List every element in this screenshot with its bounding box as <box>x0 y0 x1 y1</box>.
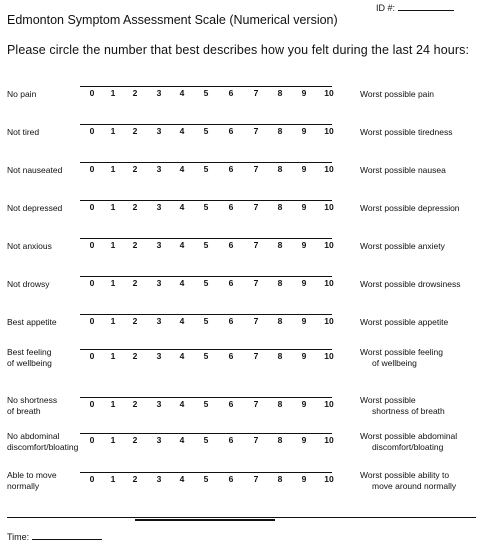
scale-option-3[interactable]: 3 <box>156 126 162 136</box>
scale-option-3[interactable]: 3 <box>156 88 162 98</box>
scale-option-6[interactable]: 6 <box>228 278 234 288</box>
scale-option-3[interactable]: 3 <box>156 474 162 484</box>
scale-line <box>80 276 332 277</box>
scale-option-9[interactable]: 9 <box>301 278 307 288</box>
scale-option-5[interactable]: 5 <box>203 240 209 250</box>
scale-option-10[interactable]: 10 <box>324 399 334 409</box>
scale-option-10[interactable]: 10 <box>324 316 334 326</box>
row-right-label <box>360 347 478 369</box>
scale-option-9[interactable]: 9 <box>301 474 307 484</box>
scale-option-7[interactable]: 7 <box>253 435 259 445</box>
scale-option-9[interactable]: 9 <box>301 88 307 98</box>
scale-option-5[interactable]: 5 <box>203 88 209 98</box>
scale-option-0[interactable]: 0 <box>89 474 95 484</box>
left-label-line: No abdominal <box>7 431 60 441</box>
scale-option-6[interactable]: 6 <box>228 474 234 484</box>
scale-option-5[interactable]: 5 <box>203 278 209 288</box>
scale-option-9[interactable]: 9 <box>301 240 307 250</box>
scale-line <box>80 238 332 239</box>
row-left-label <box>7 317 81 328</box>
scale-option-3[interactable]: 3 <box>156 351 162 361</box>
right-label-line: shortness of breath <box>372 406 445 416</box>
symptom-row <box>0 472 480 502</box>
symptom-row <box>0 162 480 192</box>
row-right-label <box>360 203 478 214</box>
row-right-label <box>360 241 478 252</box>
scale-option-3[interactable]: 3 <box>156 316 162 326</box>
scale-option-1[interactable]: 1 <box>110 278 116 288</box>
scale-option-0[interactable]: 0 <box>89 399 95 409</box>
rating-scale <box>80 472 342 486</box>
symptom-row <box>0 314 480 344</box>
row-right-label <box>360 317 478 328</box>
scale-option-0[interactable]: 0 <box>89 88 95 98</box>
rating-scale <box>80 397 342 411</box>
scale-option-6[interactable]: 6 <box>228 435 234 445</box>
id-label: ID #: <box>376 3 396 13</box>
scale-option-5[interactable]: 5 <box>203 316 209 326</box>
scale-option-0[interactable]: 0 <box>89 240 95 250</box>
scale-option-8[interactable]: 8 <box>277 474 283 484</box>
id-blank[interactable] <box>398 2 454 11</box>
scale-option-1[interactable]: 1 <box>110 474 116 484</box>
scale-option-7[interactable]: 7 <box>253 474 259 484</box>
left-label-line: of wellbeing <box>7 358 52 368</box>
symptom-row <box>0 397 480 427</box>
row-right-label <box>360 395 478 417</box>
symptom-row <box>0 124 480 154</box>
row-right-label <box>360 89 478 100</box>
scale-option-7[interactable]: 7 <box>253 240 259 250</box>
scale-option-9[interactable]: 9 <box>301 202 307 212</box>
scale-option-10[interactable]: 10 <box>324 202 334 212</box>
scale-option-2[interactable]: 2 <box>132 351 138 361</box>
scale-option-4[interactable]: 4 <box>179 88 185 98</box>
scale-option-4[interactable]: 4 <box>179 399 185 409</box>
scale-option-7[interactable]: 7 <box>253 126 259 136</box>
scale-option-0[interactable]: 0 <box>89 435 95 445</box>
scale-option-4[interactable]: 4 <box>179 126 185 136</box>
symptom-row <box>0 238 480 268</box>
scale-option-2[interactable]: 2 <box>132 278 138 288</box>
scale-line <box>80 314 332 315</box>
left-label-line: No shortness <box>7 395 58 405</box>
scale-option-1[interactable]: 1 <box>110 164 116 174</box>
time-label: Time: <box>7 532 30 542</box>
right-label-line: Worst possible <box>360 395 416 405</box>
right-label-line: Worst possible tiredness <box>360 127 453 137</box>
left-label-line: Best feeling <box>7 347 52 357</box>
scale-option-7[interactable]: 7 <box>253 351 259 361</box>
left-label-line: Not anxious <box>7 241 52 251</box>
right-label-line: Worst possible nausea <box>360 165 446 175</box>
scale-option-7[interactable]: 7 <box>253 399 259 409</box>
row-left-label <box>7 347 81 369</box>
scale-option-3[interactable]: 3 <box>156 278 162 288</box>
scale-option-1[interactable]: 1 <box>110 351 116 361</box>
scale-option-3[interactable]: 3 <box>156 164 162 174</box>
scale-option-0[interactable]: 0 <box>89 164 95 174</box>
scale-option-8[interactable]: 8 <box>277 399 283 409</box>
scale-option-6[interactable]: 6 <box>228 240 234 250</box>
scale-option-9[interactable]: 9 <box>301 435 307 445</box>
scale-option-4[interactable]: 4 <box>179 202 185 212</box>
scale-option-0[interactable]: 0 <box>89 351 95 361</box>
left-label-line: Able to move <box>7 470 57 480</box>
scale-line <box>80 86 332 87</box>
row-left-label <box>7 165 81 176</box>
scale-option-0[interactable]: 0 <box>89 126 95 136</box>
scale-option-1[interactable]: 1 <box>110 202 116 212</box>
left-label-line: Not nauseated <box>7 165 63 175</box>
scale-option-0[interactable]: 0 <box>89 202 95 212</box>
scale-option-9[interactable]: 9 <box>301 126 307 136</box>
scale-option-4[interactable]: 4 <box>179 474 185 484</box>
scale-option-8[interactable]: 8 <box>277 88 283 98</box>
scale-option-3[interactable]: 3 <box>156 399 162 409</box>
left-label-line: Not tired <box>7 127 40 137</box>
scale-option-4[interactable]: 4 <box>179 351 185 361</box>
right-label-line: Worst possible appetite <box>360 317 449 327</box>
row-right-label <box>360 431 478 453</box>
scale-line <box>80 124 332 125</box>
instructions: Please circle the number that best describes how you felt during the last 24 hours: <box>7 43 470 57</box>
scale-option-6[interactable]: 6 <box>228 126 234 136</box>
left-label-line: discomfort/bloating <box>7 442 79 452</box>
row-left-label <box>7 431 81 453</box>
scale-option-7[interactable]: 7 <box>253 278 259 288</box>
scale-option-6[interactable]: 6 <box>228 351 234 361</box>
scale-option-1[interactable]: 1 <box>110 399 116 409</box>
scale-option-2[interactable]: 2 <box>132 164 138 174</box>
scale-option-9[interactable]: 9 <box>301 316 307 326</box>
right-label-line: Worst possible drowsiness <box>360 279 461 289</box>
scale-option-2[interactable]: 2 <box>132 240 138 250</box>
left-label-line: Best appetite <box>7 317 57 327</box>
right-label-line: Worst possible abdominal <box>360 431 458 441</box>
scale-option-9[interactable]: 9 <box>301 164 307 174</box>
row-right-label <box>360 127 478 138</box>
time-field[interactable] <box>7 531 102 542</box>
scale-option-10[interactable]: 10 <box>324 164 334 174</box>
scale-option-7[interactable]: 7 <box>253 316 259 326</box>
row-left-label <box>7 395 81 417</box>
scale-option-5[interactable]: 5 <box>203 351 209 361</box>
scale-option-2[interactable]: 2 <box>132 435 138 445</box>
scale-option-6[interactable]: 6 <box>228 202 234 212</box>
scale-option-5[interactable]: 5 <box>203 435 209 445</box>
scale-option-8[interactable]: 8 <box>277 202 283 212</box>
scale-option-8[interactable]: 8 <box>277 126 283 136</box>
scale-option-10[interactable]: 10 <box>324 240 334 250</box>
scale-option-2[interactable]: 2 <box>132 88 138 98</box>
scale-option-10[interactable]: 10 <box>324 278 334 288</box>
scale-option-0[interactable]: 0 <box>89 316 95 326</box>
scale-option-10[interactable]: 10 <box>324 435 334 445</box>
scale-line <box>80 472 332 473</box>
rating-scale <box>80 124 342 138</box>
scale-option-1[interactable]: 1 <box>110 240 116 250</box>
scale-option-5[interactable]: 5 <box>203 202 209 212</box>
scale-option-5[interactable]: 5 <box>203 399 209 409</box>
row-left-label <box>7 89 81 100</box>
right-label-line: Worst possible feeling <box>360 347 443 357</box>
left-label-line: of breath <box>7 406 41 416</box>
right-label-line: Worst possible anxiety <box>360 241 445 251</box>
scale-option-7[interactable]: 7 <box>253 164 259 174</box>
scale-option-8[interactable]: 8 <box>277 278 283 288</box>
row-right-label <box>360 165 478 176</box>
scale-line <box>80 349 332 350</box>
rating-scale <box>80 433 342 447</box>
rating-scale <box>80 238 342 252</box>
scale-option-2[interactable]: 2 <box>132 474 138 484</box>
scale-line <box>80 162 332 163</box>
scale-option-1[interactable]: 1 <box>110 88 116 98</box>
rating-scale <box>80 349 342 363</box>
scale-line <box>80 200 332 201</box>
scale-line <box>80 397 332 398</box>
scale-option-0[interactable]: 0 <box>89 278 95 288</box>
row-left-label <box>7 203 81 214</box>
right-label-line: Worst possible pain <box>360 89 435 99</box>
right-label-line: discomfort/bloating <box>372 442 444 452</box>
time-blank[interactable] <box>32 531 102 540</box>
scale-option-2[interactable]: 2 <box>132 316 138 326</box>
scale-option-4[interactable]: 4 <box>179 240 185 250</box>
scale-option-5[interactable]: 5 <box>203 126 209 136</box>
row-right-label <box>360 470 478 492</box>
left-label-line: Not drowsy <box>7 279 50 289</box>
scale-option-8[interactable]: 8 <box>277 351 283 361</box>
scale-line <box>80 433 332 434</box>
scale-option-6[interactable]: 6 <box>228 399 234 409</box>
scale-option-1[interactable]: 1 <box>110 435 116 445</box>
scale-option-1[interactable]: 1 <box>110 316 116 326</box>
right-label-line: of wellbeing <box>372 358 417 368</box>
rating-scale <box>80 314 342 328</box>
rating-scale <box>80 86 342 100</box>
right-label-line: move around normally <box>372 481 457 491</box>
scale-option-10[interactable]: 10 <box>324 88 334 98</box>
rating-scale <box>80 200 342 214</box>
scale-option-3[interactable]: 3 <box>156 202 162 212</box>
symptom-row <box>0 200 480 230</box>
divider-thick <box>135 519 275 521</box>
row-left-label <box>7 127 81 138</box>
scale-option-9[interactable]: 9 <box>301 399 307 409</box>
left-label-line: Not depressed <box>7 203 63 213</box>
rating-scale <box>80 276 342 290</box>
right-label-line: Worst possible depression <box>360 203 460 213</box>
row-right-label <box>360 279 478 290</box>
symptom-row <box>0 433 480 463</box>
scale-option-6[interactable]: 6 <box>228 316 234 326</box>
scale-option-3[interactable]: 3 <box>156 240 162 250</box>
scale-option-5[interactable]: 5 <box>203 164 209 174</box>
scale-option-6[interactable]: 6 <box>228 164 234 174</box>
right-label-line: Worst possible ability to <box>360 470 450 480</box>
scale-option-6[interactable]: 6 <box>228 88 234 98</box>
scale-option-8[interactable]: 8 <box>277 240 283 250</box>
scale-option-8[interactable]: 8 <box>277 164 283 174</box>
symptom-row <box>0 86 480 116</box>
row-left-label <box>7 470 81 492</box>
scale-option-2[interactable]: 2 <box>132 399 138 409</box>
scale-option-10[interactable]: 10 <box>324 474 334 484</box>
row-left-label <box>7 279 81 290</box>
id-field[interactable] <box>376 2 454 13</box>
scale-option-2[interactable]: 2 <box>132 202 138 212</box>
scale-option-5[interactable]: 5 <box>203 474 209 484</box>
rating-scale <box>80 162 342 176</box>
left-label-line: normally <box>7 481 40 491</box>
scale-option-10[interactable]: 10 <box>324 126 334 136</box>
scale-option-8[interactable]: 8 <box>277 316 283 326</box>
scale-option-7[interactable]: 7 <box>253 202 259 212</box>
scale-option-1[interactable]: 1 <box>110 126 116 136</box>
scale-option-4[interactable]: 4 <box>179 316 185 326</box>
scale-option-3[interactable]: 3 <box>156 435 162 445</box>
scale-option-9[interactable]: 9 <box>301 351 307 361</box>
scale-option-4[interactable]: 4 <box>179 435 185 445</box>
form-title: Edmonton Symptom Assessment Scale (Numerical version) <box>7 13 338 27</box>
scale-option-7[interactable]: 7 <box>253 88 259 98</box>
divider <box>7 517 476 518</box>
scale-option-4[interactable]: 4 <box>179 164 185 174</box>
scale-option-10[interactable]: 10 <box>324 351 334 361</box>
scale-option-2[interactable]: 2 <box>132 126 138 136</box>
scale-option-4[interactable]: 4 <box>179 278 185 288</box>
left-label-line: No pain <box>7 89 37 99</box>
row-left-label <box>7 241 81 252</box>
scale-option-8[interactable]: 8 <box>277 435 283 445</box>
symptom-row <box>0 276 480 306</box>
symptom-row <box>0 349 480 379</box>
